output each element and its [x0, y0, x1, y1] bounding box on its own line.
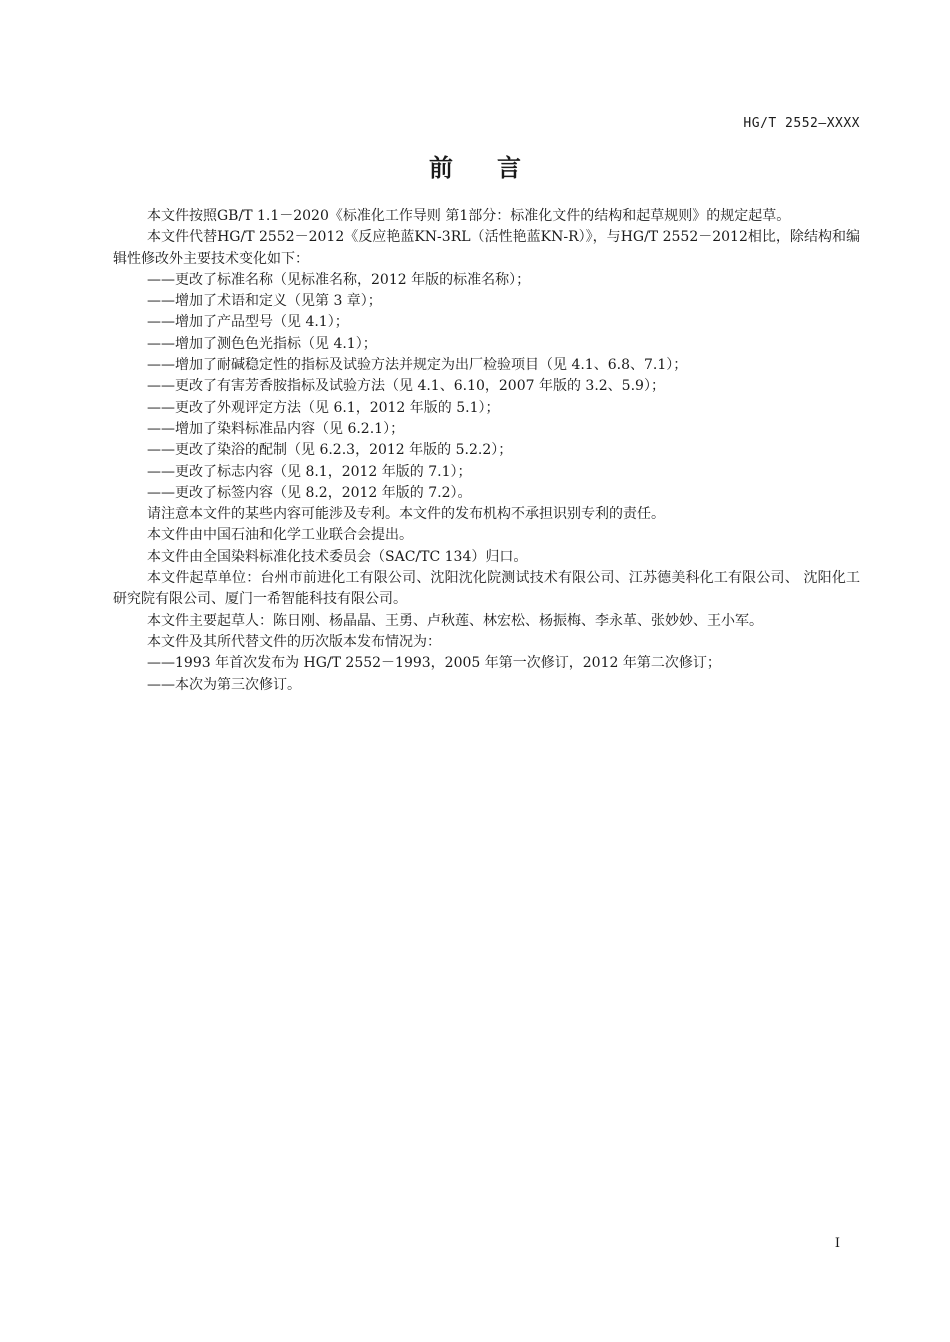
paragraph-drafting-rules: 本文件按照GB/T 1.1－2020《标准化工作导则 第1部分：标准化文件的结构和起草规则》的规定起草。 [147, 208, 791, 224]
change-item: ——更改了外观评定方法（见 6.1，2012 年版的 5.1）； [147, 399, 500, 416]
patent-notice: 请注意本文件的某些内容可能涉及专利。本文件的发布机构不承担识别专利的责任。 [147, 506, 665, 523]
change-item: ——更改了染浴的配制（见 6.2.3，2012 年版的 5.2.2）； [147, 442, 513, 459]
drafters: 本文件主要起草人：陈日刚、杨晶晶、王勇、卢秋莲、林宏松、杨振梅、李永革、张妙妙、王小军。 [147, 612, 763, 629]
history-item: ——1993 年首次发布为 HG/T 2552－1993，2005 年第一次修订，2012 年第二次修订； [147, 655, 721, 672]
change-item: ——更改了标准名称（见标准名称，2012 年版的标准名称）； [147, 271, 531, 288]
paragraph-replacement: 本文件代替HG/T 2552－2012《反应艳蓝KN-3RL（活性艳蓝KN-R）》，与HG/T 2552－2012相比，除结构和编辑性修改外主要技术变化如下： [113, 229, 860, 267]
change-item: ——增加了术语和定义（见第 3 章）； [147, 293, 382, 310]
history-intro: 本文件及其所代替文件的历次版本发布情况为： [147, 633, 441, 650]
title-char-2: 言 [497, 154, 521, 182]
change-item: ——更改了标志内容（见 8.1，2012 年版的 7.1）； [147, 463, 472, 480]
change-item: ——更改了有害芳香胺指标及试验方法（见 4.1、6.10，2007 年版的 3.2、5.9）； [147, 378, 665, 395]
change-item: ——增加了染料标准品内容（见 6.2.1）； [147, 420, 405, 437]
page-title [0, 148, 950, 183]
drafting-units: 本文件起草单位：台州市前进化工有限公司、沈阳沈化院测试技术有限公司、江苏德美科化工有限公司、 沈阳化工研究院有限公司、厦门一希智能科技有限公司。 [113, 570, 860, 608]
foreword-body [113, 206, 860, 696]
proposed-by: 本文件由中国石油和化学工业联合会提出。 [147, 527, 413, 544]
page-number: I [834, 1236, 840, 1251]
standard-code: HG/T 2552—XXXX [743, 116, 860, 131]
change-item: ——增加了耐碱稳定性的指标及试验方法并规定为出厂检验项目（见 4.1、6.8、7.1）； [147, 357, 688, 374]
title-char-1: 前 [429, 154, 453, 182]
change-item: ——更改了标签内容（见 8.2，2012 年版的 7.2）。 [147, 484, 472, 501]
change-item: ——增加了产品型号（见 4.1）； [147, 314, 349, 331]
centralized-by: 本文件由全国染料标准化技术委员会（SAC/TC 134）归口。 [147, 548, 528, 565]
change-item: ——增加了测色色光指标（见 4.1）； [147, 335, 377, 352]
history-item: ——本次为第三次修订。 [147, 676, 301, 693]
